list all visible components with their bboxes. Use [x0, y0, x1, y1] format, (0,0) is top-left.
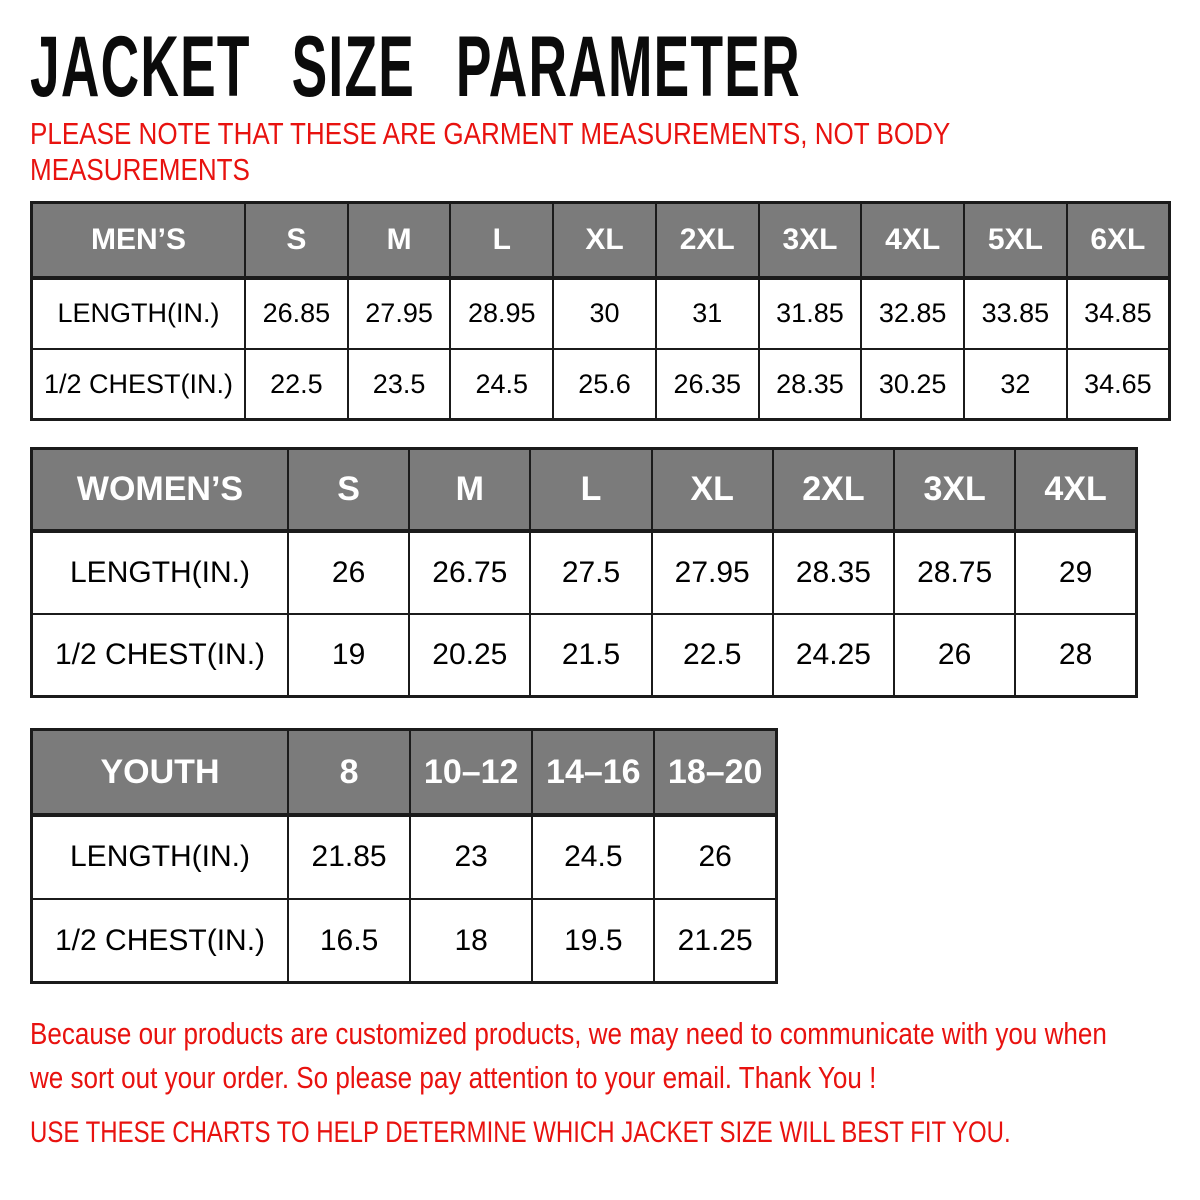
mens-measurement-value: 32.85: [861, 278, 964, 349]
mens-measurement-value: 22.5: [245, 349, 348, 420]
youth-table-row: [32, 815, 777, 899]
page-title: [30, 19, 1200, 115]
womens-measurement-value: 26.75: [409, 531, 530, 614]
mens-size-column-header: S: [245, 203, 348, 278]
womens-size-column-header: L: [530, 449, 651, 531]
womens-size-column-header: 4XL: [1015, 449, 1136, 531]
mens-measurement-value: 31: [656, 278, 759, 349]
womens-measurement-value: 21.5: [530, 614, 651, 697]
youth-size-column-header: 14–16: [532, 730, 654, 815]
mens-table-title: MEN’S: [32, 203, 246, 278]
womens-measurement-value: 24.25: [773, 614, 894, 697]
womens-size-column-header: 2XL: [773, 449, 894, 531]
usage-instruction: USE THESE CHARTS TO HELP DETERMINE WHICH JACKET SIZE WILL BEST FIT YOU.: [30, 1116, 1011, 1150]
mens-measurement-value: 27.95: [348, 278, 451, 349]
womens-measurement-value: 27.5: [530, 531, 651, 614]
womens-measurement-value: 28.35: [773, 531, 894, 614]
youth-measurement-value: 23: [410, 815, 532, 899]
mens-measurement-value: 28.95: [450, 278, 553, 349]
mens-measurement-value: 32: [964, 349, 1067, 420]
youth-table-title: YOUTH: [32, 730, 289, 815]
youth-measurement-value: 16.5: [288, 899, 410, 983]
womens-size-column-header: 3XL: [894, 449, 1015, 531]
womens-table-title: WOMEN’S: [32, 449, 289, 531]
youth-row-label: LENGTH(IN.): [32, 815, 289, 899]
mens-measurement-value: 23.5: [348, 349, 451, 420]
womens-row-label: LENGTH(IN.): [32, 531, 289, 614]
youth-measurement-value: 21.85: [288, 815, 410, 899]
womens-measurement-value: 29: [1015, 531, 1136, 614]
mens-size-column-header: XL: [553, 203, 656, 278]
womens-measurement-value: 19: [288, 614, 409, 697]
mens-size-column-header: 2XL: [656, 203, 759, 278]
page-title-text: JACKET SIZE PARAMETER: [30, 19, 801, 115]
mens-size-column-header: 6XL: [1067, 203, 1170, 278]
youth-measurement-value: 21.25: [654, 899, 776, 983]
mens-measurement-value: 31.85: [759, 278, 862, 349]
mens-table-row: [32, 349, 1170, 420]
mens-measurement-value: 24.5: [450, 349, 553, 420]
mens-measurement-value: 34.85: [1067, 278, 1170, 349]
youth-size-table: [30, 728, 778, 984]
mens-measurement-value: 33.85: [964, 278, 1067, 349]
mens-measurement-value: 30.25: [861, 349, 964, 420]
mens-size-table: [30, 201, 1171, 421]
mens-measurement-value: 28.35: [759, 349, 862, 420]
womens-measurement-value: 27.95: [652, 531, 773, 614]
mens-measurement-value: 26.85: [245, 278, 348, 349]
youth-size-column-header: 10–12: [410, 730, 532, 815]
mens-measurement-value: 26.35: [656, 349, 759, 420]
womens-measurement-value: 28.75: [894, 531, 1015, 614]
mens-size-column-header: 4XL: [861, 203, 964, 278]
customization-notice: Because our products are customized products, we may need to communicate with you when we sort out your order. So please pay attention to your email. Thank You !: [30, 1016, 1107, 1095]
mens-row-label: LENGTH(IN.): [32, 278, 246, 349]
womens-size-table: [30, 447, 1138, 698]
womens-measurement-value: 22.5: [652, 614, 773, 697]
womens-measurement-value: 26: [894, 614, 1015, 697]
youth-size-column-header: 8: [288, 730, 410, 815]
youth-row-label: 1/2 CHEST(IN.): [32, 899, 289, 983]
womens-measurement-value: 26: [288, 531, 409, 614]
youth-table-row: [32, 899, 777, 983]
womens-size-column-header: S: [288, 449, 409, 531]
mens-size-column-header: 5XL: [964, 203, 1067, 278]
womens-size-column-header: XL: [652, 449, 773, 531]
mens-measurement-value: 25.6: [553, 349, 656, 420]
garment-measurement-note: PLEASE NOTE THAT THESE ARE GARMENT MEASUREMENTS, NOT BODY MEASUREMENTS: [30, 116, 950, 187]
mens-measurement-value: 34.65: [1067, 349, 1170, 420]
womens-measurement-value: 20.25: [409, 614, 530, 697]
youth-measurement-value: 19.5: [532, 899, 654, 983]
womens-table-row: [32, 614, 1137, 697]
mens-measurement-value: 30: [553, 278, 656, 349]
womens-table-row: [32, 531, 1137, 614]
mens-row-label: 1/2 CHEST(IN.): [32, 349, 246, 420]
youth-size-column-header: 18–20: [654, 730, 776, 815]
womens-size-column-header: M: [409, 449, 530, 531]
womens-row-label: 1/2 CHEST(IN.): [32, 614, 289, 697]
mens-size-column-header: M: [348, 203, 451, 278]
mens-size-column-header: L: [450, 203, 553, 278]
womens-measurement-value: 28: [1015, 614, 1136, 697]
youth-measurement-value: 26: [654, 815, 776, 899]
size-tables-container: [30, 201, 1200, 984]
youth-measurement-value: 24.5: [532, 815, 654, 899]
youth-measurement-value: 18: [410, 899, 532, 983]
mens-size-column-header: 3XL: [759, 203, 862, 278]
mens-table-row: [32, 278, 1170, 349]
